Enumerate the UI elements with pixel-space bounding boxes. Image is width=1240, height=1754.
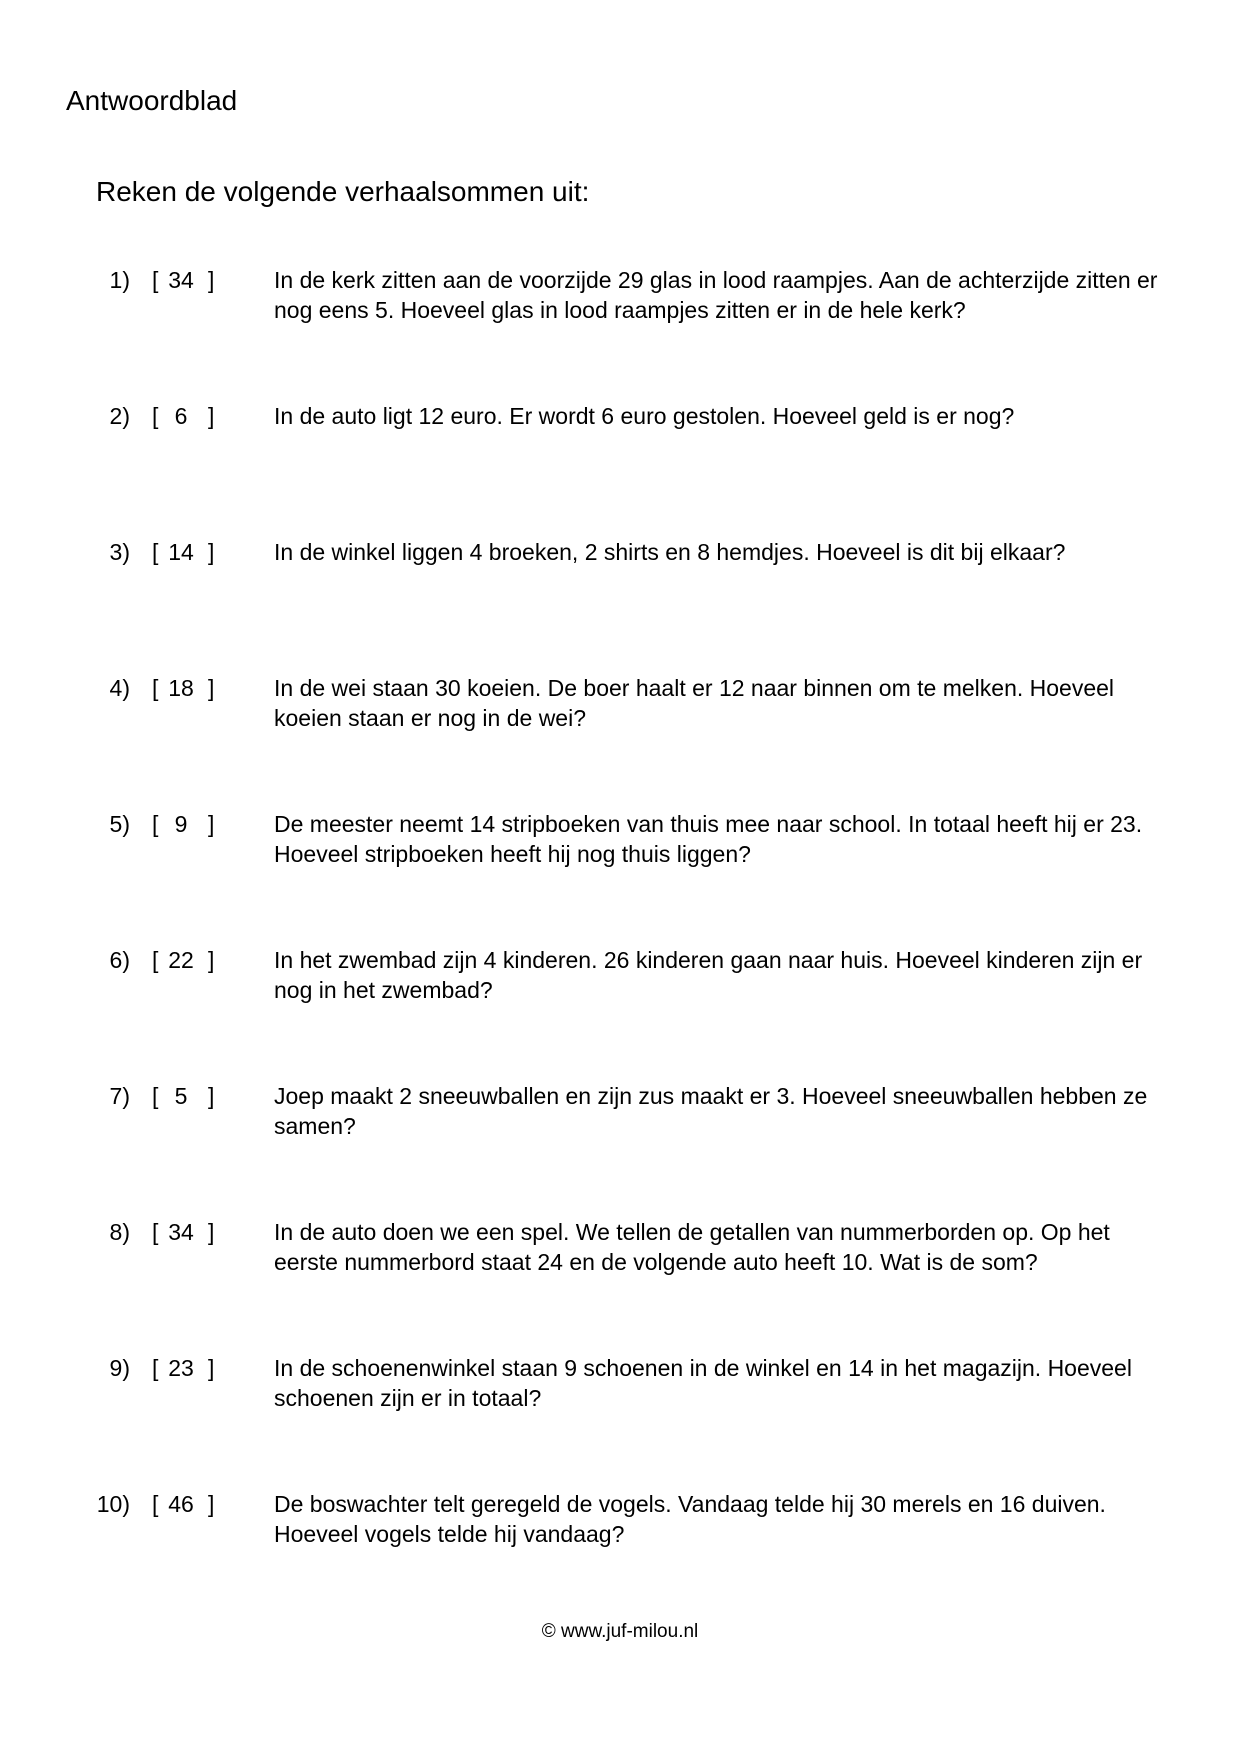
bracket-open: [	[152, 1219, 159, 1245]
answer-value: 34	[168, 267, 194, 293]
exercise-number: 2)	[109, 403, 130, 429]
exercise-number: 5)	[109, 811, 130, 837]
bracket-close: ]	[208, 947, 215, 973]
exercise-item	[0, 1353, 1240, 1433]
exercise-item	[0, 945, 1240, 1025]
bracket-close: ]	[208, 1355, 215, 1381]
exercise-text: In de winkel liggen 4 broeken, 2 shirts en 8 hemdjes. Hoeveel is dit bij elkaar?	[274, 539, 1066, 565]
exercise-number: 7)	[109, 1083, 130, 1109]
exercise-number: 1)	[109, 267, 130, 293]
answer-value: 14	[168, 539, 194, 565]
exercise-item	[0, 401, 1240, 481]
bracket-close: ]	[208, 1219, 215, 1245]
instruction-heading: Reken de volgende verhaalsommen uit:	[96, 176, 590, 207]
answer-value: 22	[168, 947, 194, 973]
exercise-text: De meester neemt 14 stripboeken van thuis mee naar school. In totaal heeft hij er 23. Hoeveel stripboeken heeft hij nog thuis liggen?	[274, 811, 1143, 867]
bracket-close: ]	[208, 403, 215, 429]
exercise-text: In het zwembad zijn 4 kinderen. 26 kinderen gaan naar huis. Hoeveel kinderen zijn er nog in het zwembad?	[274, 947, 1143, 1003]
exercise-text: In de auto ligt 12 euro. Er wordt 6 euro gestolen. Hoeveel geld is er nog?	[274, 403, 1015, 429]
exercise-item	[0, 673, 1240, 753]
answer-value: 6	[174, 403, 188, 429]
bracket-close: ]	[208, 811, 215, 837]
exercise-number: 3)	[109, 539, 130, 565]
exercise-text: In de wei staan 30 koeien. De boer haalt er 12 naar binnen om te melken. Hoeveel koeien staan er nog in de wei?	[274, 675, 1115, 731]
bracket-open: [	[152, 675, 159, 701]
exercise-number: 10)	[96, 1491, 130, 1517]
exercise-text: In de auto doen we een spel. We tellen de getallen van nummerborden op. Op het eerste nummerbord staat 24 en de volgende auto heeft 10. Wat is de som?	[274, 1219, 1110, 1275]
exercise-item	[0, 1081, 1240, 1161]
bracket-close: ]	[208, 1491, 215, 1517]
exercise-item	[0, 537, 1240, 617]
answer-value: 9	[174, 811, 188, 837]
exercise-text: In de schoenenwinkel staan 9 schoenen in de winkel en 14 in het magazijn. Hoeveel schoenen zijn er in totaal?	[274, 1355, 1132, 1411]
bracket-close: ]	[208, 267, 215, 293]
bracket-open: [	[152, 539, 159, 565]
exercise-text: Joep maakt 2 sneeuwballen en zijn zus maakt er 3. Hoeveel sneeuwballen hebben ze samen?	[274, 1083, 1148, 1139]
bracket-close: ]	[208, 675, 215, 701]
bracket-open: [	[152, 267, 159, 293]
exercise-number: 8)	[109, 1219, 130, 1245]
answer-value: 5	[174, 1083, 188, 1109]
exercise-text: In de kerk zitten aan de voorzijde 29 glas in lood raampjes. Aan de achterzijde zitten er nog eens 5. Hoeveel glas in lood raampjes zitten er in de hele kerk?	[274, 267, 1158, 323]
copyright-footer: © www.juf-milou.nl	[541, 1621, 699, 1642]
exercise-number: 4)	[109, 675, 130, 701]
answer-value: 23	[168, 1355, 194, 1381]
bracket-open: [	[152, 1491, 159, 1517]
answer-value: 34	[168, 1219, 194, 1245]
exercise-item	[0, 1217, 1240, 1297]
bracket-open: [	[152, 403, 159, 429]
exercise-number: 6)	[109, 947, 130, 973]
exercise-item	[0, 809, 1240, 889]
answer-value: 46	[168, 1491, 194, 1517]
bracket-open: [	[152, 811, 159, 837]
exercise-text: De boswachter telt geregeld de vogels. Vandaag telde hij 30 merels en 16 duiven. Hoeveel vogels telde hij vandaag?	[274, 1491, 1106, 1547]
bracket-open: [	[152, 1355, 159, 1381]
bracket-open: [	[152, 947, 159, 973]
exercise-item	[0, 1489, 1240, 1569]
exercise-number: 9)	[109, 1355, 130, 1381]
bracket-open: [	[152, 1083, 159, 1109]
exercise-item	[0, 265, 1240, 345]
bracket-close: ]	[208, 1083, 215, 1109]
answer-value: 18	[168, 675, 194, 701]
document-title: Antwoordblad	[66, 85, 238, 116]
bracket-close: ]	[208, 539, 215, 565]
